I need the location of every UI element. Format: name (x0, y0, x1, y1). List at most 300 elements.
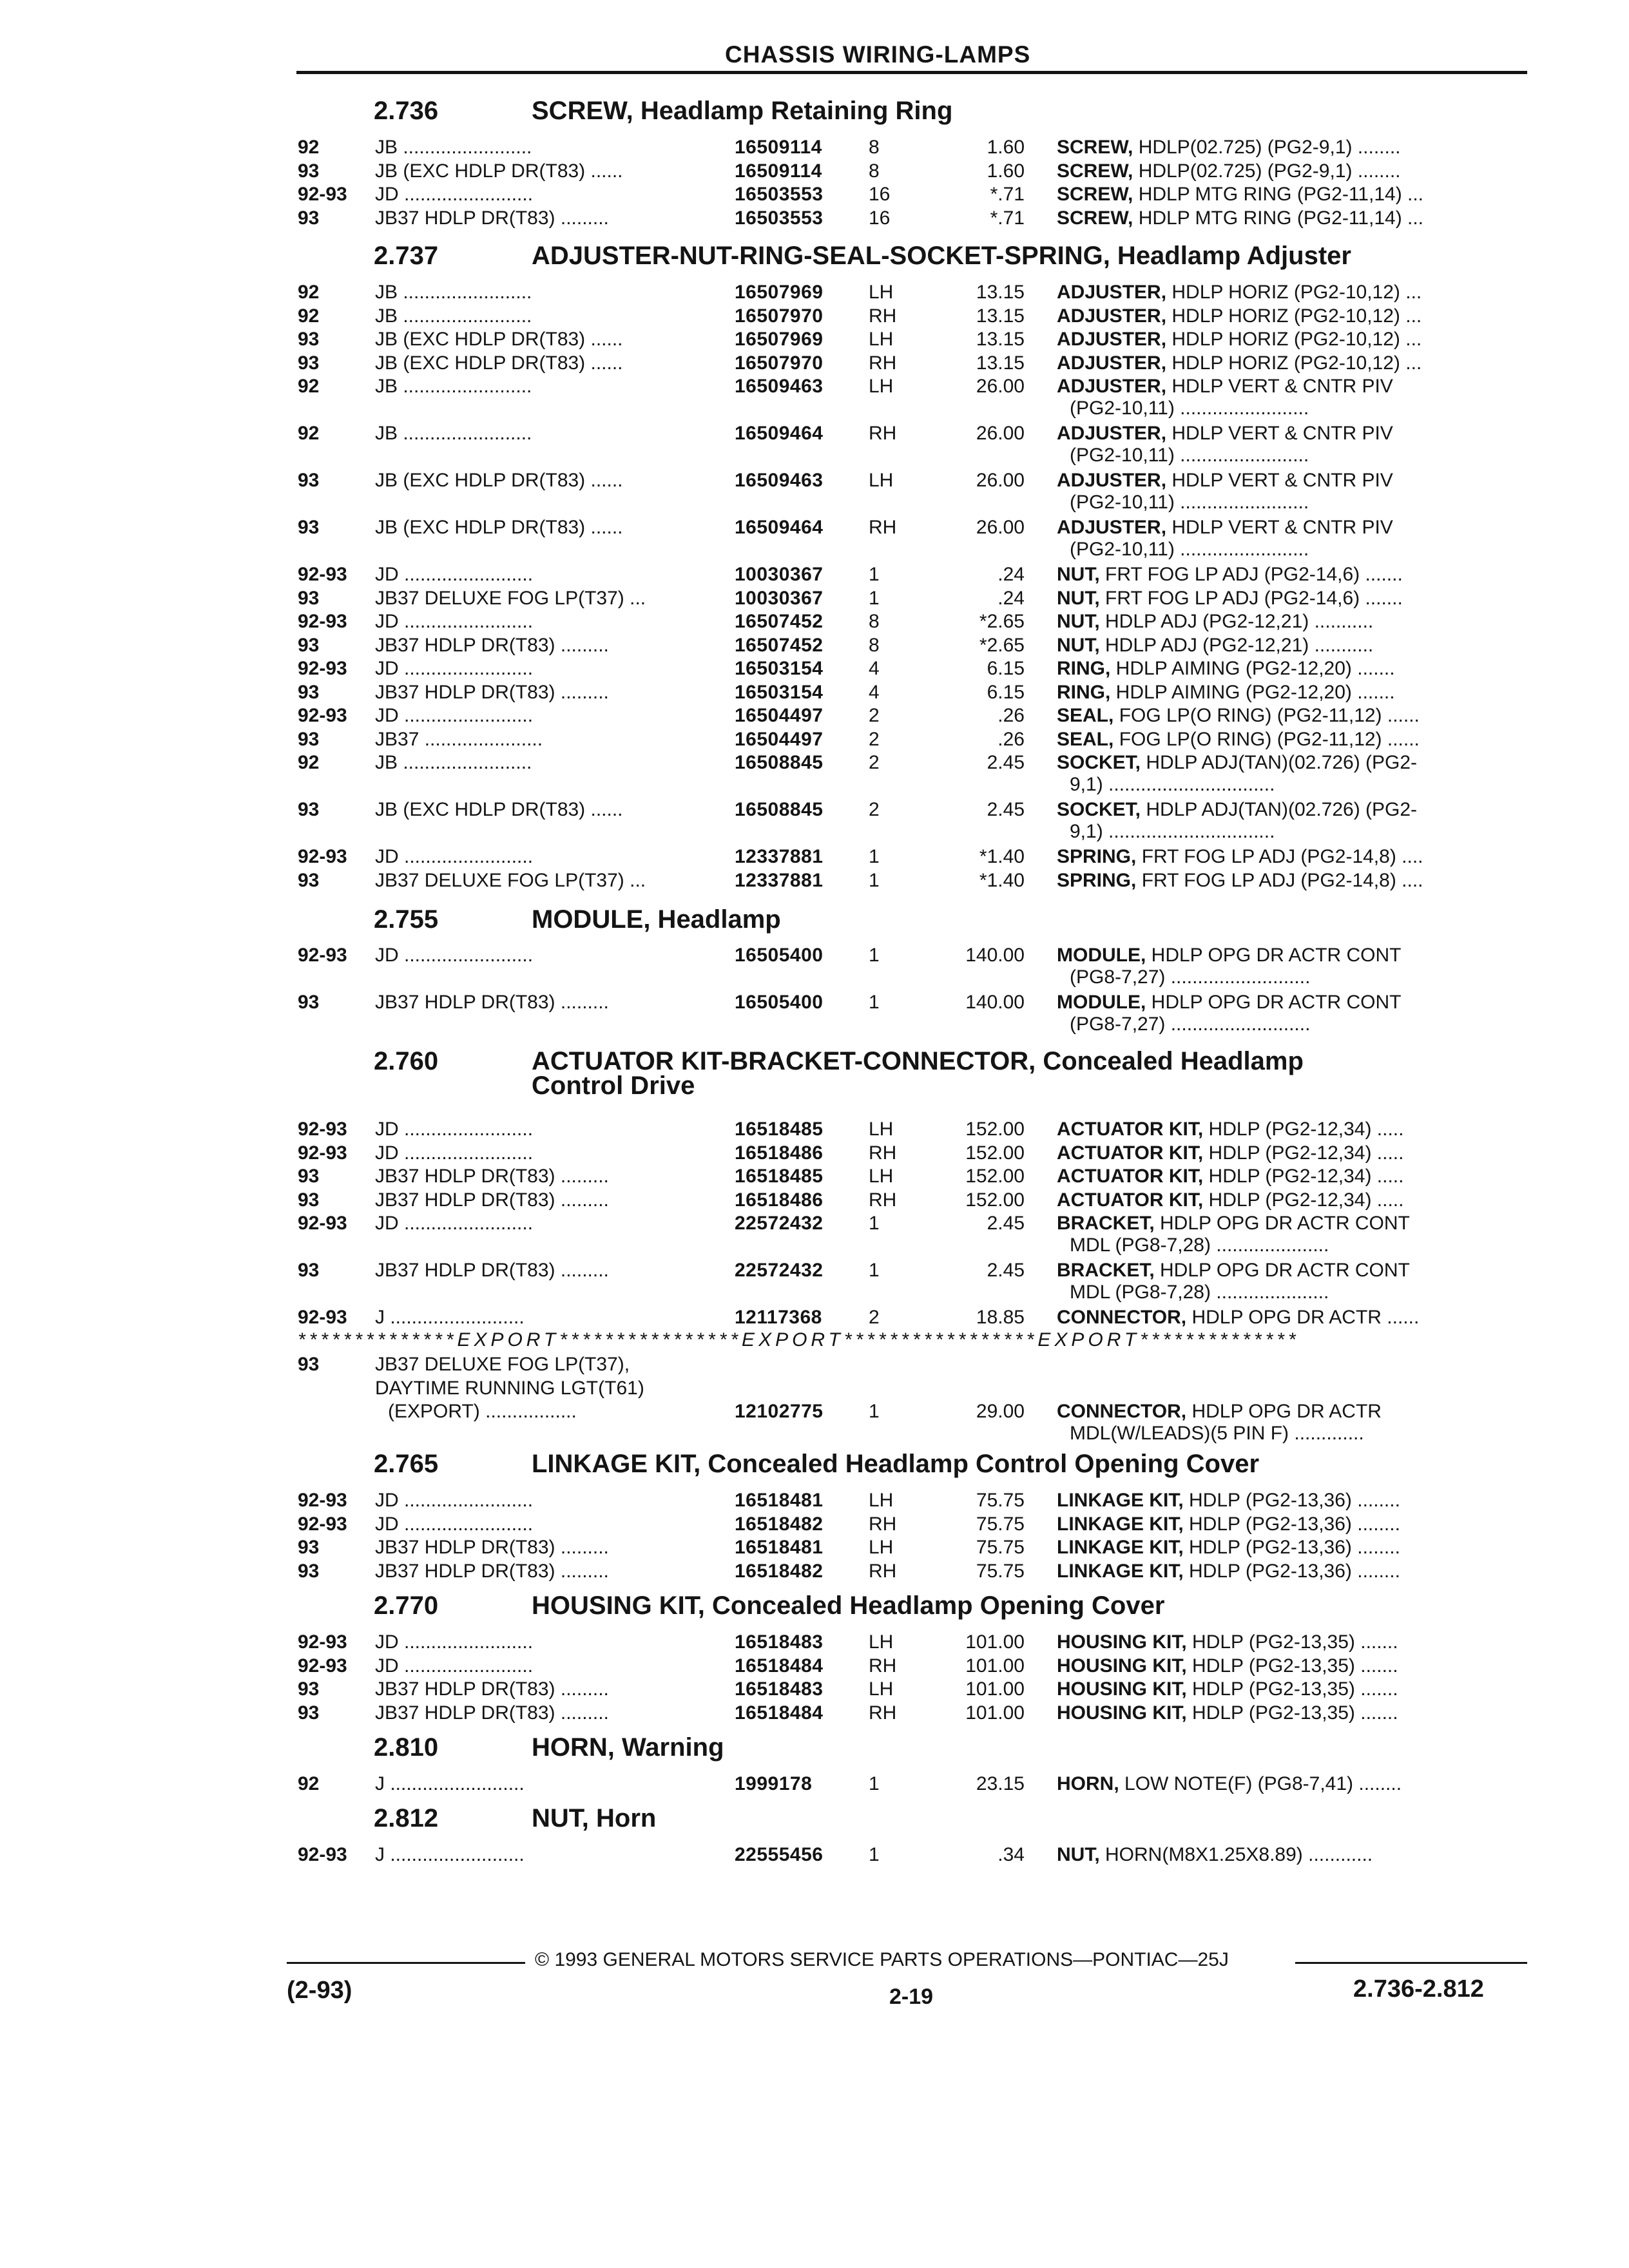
section-title (532, 242, 1351, 271)
part-description (1057, 635, 1373, 657)
part-description-bold: LINKAGE KIT, (1057, 1513, 1184, 1535)
part-number: 16507970 (735, 305, 824, 327)
part-description-rest: HDLP OPG DR ACTR CONT (1154, 1260, 1410, 1281)
model-code-cont: (EXPORT) ................. (388, 1401, 577, 1422)
part-description-rest: HDLP ADJ(TAN)(02.726) (PG2- (1141, 752, 1418, 773)
part-number: 16518485 (735, 1119, 824, 1140)
part-description-bold: NUT, (1057, 564, 1100, 585)
part-description-rest: HDLP AIMING (PG2-12,20) ....... (1110, 681, 1395, 703)
part-description-rest: HDLP (PG2-13,35) ....... (1186, 1678, 1398, 1700)
list-price: 152.00 (965, 1142, 1025, 1164)
quantity: RH (869, 352, 897, 374)
section-title-rest: Concealed Headlamp Opening Cover (704, 1591, 1165, 1620)
part-description-bold: SOCKET, (1057, 799, 1141, 820)
model-year: 92 (298, 1773, 320, 1794)
part-number: 16503154 (735, 681, 824, 703)
model-year: 92-93 (298, 1631, 347, 1653)
list-price: 23.15 (976, 1773, 1025, 1794)
model-code: JB37 HDLP DR(T83) ......... (375, 1560, 609, 1582)
part-description (1057, 376, 1393, 398)
section-title-rest: Headlamp (650, 905, 781, 934)
section-title-bold: HORN, (532, 1733, 615, 1762)
section-title-bold: MODULE, (532, 905, 651, 934)
quantity: LH (869, 1166, 894, 1187)
section-title (532, 1591, 1164, 1620)
part-description-bold: ADJUSTER, (1057, 305, 1167, 327)
model-code: JD ........................ (375, 1142, 534, 1164)
part-description-rest: HDLP (PG2-13,36) ........ (1183, 1537, 1400, 1558)
part-number: 16509464 (735, 423, 824, 444)
model-code: J ......................... (375, 1844, 525, 1865)
part-description (1057, 658, 1395, 680)
model-year: 93 (298, 1678, 320, 1700)
model-year: 93 (298, 869, 320, 891)
part-description-cont: (PG8-7,27) .......................... (1070, 1014, 1311, 1035)
part-description-bold: NUT, (1057, 634, 1100, 656)
quantity: LH (869, 282, 894, 303)
model-code: JB (EXC HDLP DR(T83) ...... (375, 352, 623, 374)
quantity: 8 (869, 634, 880, 656)
part-description (1057, 611, 1373, 633)
part-description (1057, 564, 1403, 586)
section-title (532, 1450, 1259, 1479)
part-description-cont: (PG2-10,11) ........................ (1070, 398, 1309, 419)
list-price: 6.15 (987, 681, 1025, 703)
quantity: 2 (869, 799, 880, 820)
part-description-bold: SCREW, (1057, 207, 1133, 229)
part-description-rest: HDLP VERT & CNTR PIV (1166, 423, 1393, 444)
part-number: 16518483 (735, 1631, 824, 1653)
model-code: JB37 HDLP DR(T83) ......... (375, 1189, 609, 1211)
quantity: 1 (869, 1773, 880, 1794)
section-title-bold: NUT, (532, 1804, 589, 1832)
section-title-rest: Headlamp Retaining Ring (633, 97, 953, 125)
part-description-cont: MDL (PG8-7,28) ..................... (1070, 1235, 1329, 1256)
part-number: 16504497 (735, 728, 824, 750)
part-number: 16509463 (735, 470, 824, 491)
part-description-rest: FRT FOG LP ADJ (PG2-14,6) ....... (1099, 564, 1403, 585)
part-description (1057, 282, 1422, 303)
quantity: 1 (869, 869, 880, 891)
part-description-cont: (PG8-7,27) .......................... (1070, 966, 1311, 988)
part-description-rest: HDLP (PG2-13,35) ....... (1186, 1655, 1398, 1677)
part-description (1057, 1213, 1410, 1235)
model-code: JB ........................ (375, 423, 532, 444)
list-price: 18.85 (976, 1307, 1025, 1328)
quantity: 1 (869, 1844, 880, 1865)
section-title (532, 1733, 724, 1762)
model-year: 92-93 (298, 846, 347, 867)
section-title-rest: Concealed Headlamp Control Opening Cover (700, 1450, 1260, 1478)
section-title-bold: SCREW, (532, 97, 633, 125)
part-description-rest: HDLP (PG2-13,36) ........ (1183, 1490, 1400, 1511)
part-number: 16508845 (735, 752, 824, 773)
part-description-rest: HDLP ADJ (PG2-12,21) ........... (1099, 634, 1374, 656)
section-title-rest: Headlamp Adjuster (1110, 242, 1351, 270)
part-description (1057, 1702, 1398, 1724)
part-description (1057, 992, 1402, 1014)
model-year: 92-93 (298, 1513, 347, 1535)
part-description-bold: ADJUSTER, (1057, 329, 1167, 350)
model-code: JB37 HDLP DR(T83) ......... (375, 207, 609, 229)
quantity: 2 (869, 1307, 880, 1328)
part-description-cont: 9,1) ............................... (1070, 774, 1275, 795)
part-number: 12337881 (735, 846, 824, 867)
quantity: RH (869, 1189, 897, 1211)
model-code: JD ........................ (375, 705, 534, 726)
quantity: 1 (869, 992, 880, 1013)
list-price: 152.00 (965, 1119, 1025, 1140)
list-price: 26.00 (976, 423, 1025, 444)
part-description-rest: FRT FOG LP ADJ (PG2-14,8) .... (1136, 846, 1423, 867)
section-number: 2.812 (374, 1804, 439, 1832)
section-title-bold: ADJUSTER-NUT-RING-SEAL-SOCKET-SPRING, (532, 242, 1110, 270)
part-description-bold: SCREW, (1057, 137, 1133, 158)
part-description-rest: HDLP HORIZ (PG2-10,12) ... (1166, 329, 1422, 350)
model-year: 92-93 (298, 945, 347, 966)
part-description (1057, 799, 1417, 821)
part-description (1057, 1189, 1403, 1211)
part-number: 22572432 (735, 1260, 824, 1281)
model-year: 93 (298, 728, 320, 750)
model-code: JB (EXC HDLP DR(T83) ...... (375, 160, 623, 182)
part-description-rest: HDLP (PG2-13,36) ........ (1183, 1513, 1400, 1535)
model-year: 93 (298, 352, 320, 374)
section-title (532, 905, 781, 934)
model-code: JD ........................ (375, 1490, 534, 1511)
part-description-rest: FOG LP(O RING) (PG2-11,12) ...... (1113, 728, 1420, 750)
list-price: 2.45 (987, 752, 1025, 773)
part-description-rest: HDLP HORIZ (PG2-10,12) ... (1166, 305, 1422, 327)
model-code-cont: DAYTIME RUNNING LGT(T61) (375, 1377, 644, 1399)
part-description (1057, 1401, 1382, 1423)
part-number: 12102775 (735, 1401, 824, 1422)
list-price: 75.75 (976, 1560, 1025, 1582)
part-description-rest: HDLP (PG2-13,35) ....... (1186, 1702, 1398, 1724)
model-year: 93 (298, 1560, 320, 1582)
model-year: 92 (298, 423, 320, 444)
model-year: 93 (298, 1189, 320, 1211)
part-number: 22555456 (735, 1844, 824, 1865)
quantity: LH (869, 470, 894, 491)
part-number: 16518486 (735, 1142, 824, 1164)
part-number: 16503154 (735, 658, 824, 679)
part-description-rest: HDLP HORIZ (PG2-10,12) ... (1166, 282, 1422, 303)
model-year: 93 (298, 517, 320, 538)
quantity: 1 (869, 1213, 880, 1234)
model-year: 92 (298, 752, 320, 773)
part-description (1057, 160, 1401, 182)
model-year: 92-93 (298, 1655, 347, 1677)
model-year: 92 (298, 282, 320, 303)
section-number: 2.736 (374, 97, 439, 125)
part-description-rest: HDLP AIMING (PG2-12,20) ....... (1110, 658, 1395, 679)
part-description-bold: LINKAGE KIT, (1057, 1560, 1184, 1582)
list-price: *1.40 (979, 869, 1025, 891)
model-year: 92-93 (298, 658, 347, 679)
part-description-bold: SCREW, (1057, 184, 1133, 205)
part-description-bold: HOUSING KIT, (1057, 1702, 1187, 1724)
section-number: 2.765 (374, 1450, 439, 1478)
model-code: J ......................... (375, 1307, 525, 1328)
model-year: 92-93 (298, 1213, 347, 1234)
quantity: RH (869, 1560, 897, 1582)
part-description-bold: CONNECTOR, (1057, 1401, 1187, 1422)
list-price: *.71 (990, 184, 1025, 205)
part-number: 16505400 (735, 992, 824, 1013)
quantity: LH (869, 1537, 894, 1558)
part-description-bold: NUT, (1057, 587, 1100, 609)
part-description-rest: HDLP (PG2-12,34) ..... (1203, 1142, 1404, 1164)
part-description (1057, 1678, 1398, 1700)
part-number: 16518482 (735, 1513, 824, 1535)
part-description-bold: SEAL, (1057, 705, 1114, 726)
model-year: 93 (298, 681, 320, 703)
model-code: JD ........................ (375, 1655, 534, 1677)
list-price: 152.00 (965, 1189, 1025, 1211)
quantity: 1 (869, 564, 880, 585)
part-description-bold: ADJUSTER, (1057, 282, 1167, 303)
part-description-rest: FRT FOG LP ADJ (PG2-14,8) .... (1136, 869, 1423, 891)
list-price: 13.15 (976, 329, 1025, 350)
part-description-rest: HDLP OPG DR ACTR CONT (1146, 992, 1402, 1013)
quantity: LH (869, 1631, 894, 1653)
part-description-cont: MDL (PG8-7,28) ..................... (1070, 1282, 1329, 1303)
part-description-rest: LOW NOTE(F) (PG8-7,41) ........ (1119, 1773, 1402, 1794)
part-description (1057, 470, 1393, 492)
list-price: 13.15 (976, 305, 1025, 327)
model-year: 93 (298, 329, 320, 350)
part-description (1057, 1514, 1400, 1535)
part-description-rest: HDLP (PG2-13,36) ........ (1183, 1560, 1400, 1582)
quantity: 16 (869, 207, 891, 229)
model-code: JD ........................ (375, 1513, 534, 1535)
list-price: 6.15 (987, 658, 1025, 679)
part-description-rest: HDLP OPG DR ACTR CONT (1146, 945, 1402, 966)
model-code: JB (EXC HDLP DR(T83) ...... (375, 517, 623, 538)
part-description (1057, 352, 1422, 374)
part-description-rest: HDLP OPG DR ACTR (1186, 1401, 1382, 1422)
quantity: LH (869, 376, 894, 397)
model-year: 92-93 (298, 1490, 347, 1511)
list-price: 101.00 (965, 1631, 1025, 1653)
part-number: 1999178 (735, 1773, 813, 1794)
part-description-rest: HDLP OPG DR ACTR ...... (1186, 1307, 1420, 1328)
model-code: JB37 HDLP DR(T83) ......... (375, 681, 609, 703)
part-number: 16509463 (735, 376, 824, 397)
quantity: 1 (869, 587, 880, 609)
part-number: 16509464 (735, 517, 824, 538)
list-price: *2.65 (979, 611, 1025, 632)
part-description-bold: LINKAGE KIT, (1057, 1537, 1184, 1558)
part-description (1057, 846, 1423, 868)
list-price: 1.60 (987, 160, 1025, 182)
part-description (1057, 1631, 1398, 1653)
part-description (1057, 945, 1402, 966)
model-code: JD ........................ (375, 184, 534, 205)
part-number: 16518486 (735, 1189, 824, 1211)
part-description-bold: ACTUATOR KIT, (1057, 1166, 1204, 1187)
model-year: 93 (298, 1354, 320, 1375)
list-price: *1.40 (979, 846, 1025, 867)
list-price: 140.00 (965, 945, 1025, 966)
model-year: 92-93 (298, 611, 347, 632)
list-price: 1.60 (987, 137, 1025, 158)
section-number: 2.760 (374, 1047, 439, 1075)
part-description (1057, 423, 1393, 445)
model-year: 93 (298, 1702, 320, 1724)
quantity: 1 (869, 1401, 880, 1422)
quantity: 8 (869, 160, 880, 182)
part-description-bold: SOCKET, (1057, 752, 1141, 773)
part-description-cont: (PG2-10,11) ........................ (1070, 539, 1309, 560)
section-title-bold: ACTUATOR KIT-BRACKET-CONNECTOR, (532, 1047, 1036, 1075)
model-year: 92-93 (298, 1307, 347, 1328)
model-code: JB37 HDLP DR(T83) ......... (375, 634, 609, 656)
quantity: LH (869, 1490, 894, 1511)
model-code: JB (EXC HDLP DR(T83) ...... (375, 470, 623, 491)
list-price: 140.00 (965, 992, 1025, 1013)
list-price: 26.00 (976, 470, 1025, 491)
footer-copyright: © 1993 GENERAL MOTORS SERVICE PARTS OPERATIONS—PONTIAC—25J (535, 1949, 1229, 1970)
model-year: 93 (298, 1537, 320, 1558)
part-number: 16518485 (735, 1166, 824, 1187)
list-price: 26.00 (976, 517, 1025, 538)
part-description-rest: HDLP VERT & CNTR PIV (1166, 376, 1393, 397)
model-year: 93 (298, 1166, 320, 1187)
quantity: RH (869, 1702, 897, 1724)
footer-section-range: 2.736-2.812 (1353, 1975, 1484, 2003)
part-description-bold: ACTUATOR KIT, (1057, 1119, 1204, 1140)
model-year: 92-93 (298, 705, 347, 726)
part-description-bold: BRACKET, (1057, 1213, 1155, 1234)
list-price: .24 (998, 587, 1025, 609)
model-code: JB (EXC HDLP DR(T83) ...... (375, 799, 623, 820)
part-number: 16518483 (735, 1678, 824, 1700)
model-year: 93 (298, 634, 320, 656)
part-number: 16509114 (735, 160, 822, 182)
part-number: 16503553 (735, 207, 824, 229)
part-description (1057, 870, 1423, 892)
quantity: 1 (869, 1260, 880, 1281)
part-description-bold: NUT, (1057, 611, 1100, 632)
part-description (1057, 1537, 1400, 1559)
quantity: RH (869, 1655, 897, 1677)
quantity: 8 (869, 137, 880, 158)
part-description-rest: HDLP HORIZ (PG2-10,12) ... (1166, 352, 1422, 374)
part-description-rest: HDLP(02.725) (PG2-9,1) ........ (1133, 137, 1401, 158)
list-price: 13.15 (976, 352, 1025, 374)
model-year: 93 (298, 160, 320, 182)
model-code: JD ........................ (375, 1631, 534, 1653)
model-code: JB37 HDLP DR(T83) ......... (375, 1166, 609, 1187)
part-description (1057, 1307, 1419, 1329)
part-description-rest: HDLP ADJ(TAN)(02.726) (PG2- (1141, 799, 1418, 820)
part-description-cont: (PG2-10,11) ........................ (1070, 492, 1309, 513)
part-number: 16518482 (735, 1560, 824, 1582)
quantity: 4 (869, 658, 880, 679)
part-description-bold: MODULE, (1057, 945, 1146, 966)
part-description-rest: FOG LP(O RING) (PG2-11,12) ...... (1113, 705, 1420, 726)
model-year: 92-93 (298, 1142, 347, 1164)
section-title-rest: Concealed Headlamp (1036, 1047, 1304, 1075)
model-year: 92-93 (298, 1844, 347, 1865)
model-code: JD ........................ (375, 945, 534, 966)
footer-date-code: (2-93) (287, 1977, 352, 2004)
part-number: 16507452 (735, 634, 824, 656)
quantity: LH (869, 1119, 894, 1140)
part-description-rest: HDLP OPG DR ACTR CONT (1154, 1213, 1410, 1234)
header-rule (296, 71, 1527, 74)
part-description (1057, 1142, 1403, 1164)
part-description-rest: HDLP ADJ (PG2-12,21) ........... (1099, 611, 1374, 632)
model-code: JB37 HDLP DR(T83) ......... (375, 1702, 609, 1724)
list-price: 75.75 (976, 1537, 1025, 1558)
part-description-rest: HORN(M8X1.25X8.89) ............ (1099, 1844, 1373, 1865)
list-price: 2.45 (987, 799, 1025, 820)
list-price: .26 (998, 705, 1025, 726)
part-number: 10030367 (735, 587, 824, 609)
model-code: JD ........................ (375, 846, 534, 867)
model-code: JB ........................ (375, 752, 532, 773)
model-year: 92 (298, 305, 320, 327)
model-year: 92-93 (298, 184, 347, 205)
section-title (532, 1804, 656, 1833)
quantity: 1 (869, 846, 880, 867)
quantity: RH (869, 423, 897, 444)
part-description (1057, 207, 1423, 229)
part-description-bold: SPRING, (1057, 869, 1137, 891)
part-description (1057, 184, 1423, 206)
part-description-rest: HDLP MTG RING (PG2-11,14) ... (1133, 207, 1424, 229)
part-description-rest: HDLP MTG RING (PG2-11,14) ... (1133, 184, 1424, 205)
part-description-bold: RING, (1057, 681, 1111, 703)
part-number: 16504497 (735, 705, 824, 726)
list-price: 75.75 (976, 1513, 1025, 1535)
model-code: JB ........................ (375, 305, 532, 327)
model-code: JB ........................ (375, 376, 532, 397)
model-year: 93 (298, 587, 320, 609)
model-code: JD ........................ (375, 611, 534, 632)
part-description (1057, 1773, 1402, 1795)
model-code: JD ........................ (375, 658, 534, 679)
model-code: JB37 ...................... (375, 728, 543, 750)
quantity: 16 (869, 184, 891, 205)
part-description-bold: ADJUSTER, (1057, 517, 1167, 538)
part-description (1057, 705, 1420, 727)
part-number: 12117368 (735, 1307, 822, 1328)
part-number: 10030367 (735, 564, 824, 585)
model-code: JB37 HDLP DR(T83) ......... (375, 992, 609, 1013)
part-number: 16509114 (735, 137, 822, 158)
list-price: 101.00 (965, 1702, 1025, 1724)
part-number: 16508845 (735, 799, 824, 820)
part-number: 16507969 (735, 329, 824, 350)
model-code: JD ........................ (375, 1213, 534, 1234)
section-number: 2.737 (374, 242, 439, 270)
part-description (1057, 1260, 1410, 1282)
part-number: 16518484 (735, 1655, 824, 1677)
page-title: CHASSIS WIRING-LAMPS (725, 41, 1031, 68)
list-price: 26.00 (976, 376, 1025, 397)
list-price: 2.45 (987, 1260, 1025, 1281)
quantity: RH (869, 305, 897, 327)
part-description-rest: HDLP (PG2-13,35) ....... (1186, 1631, 1398, 1653)
list-price: 152.00 (965, 1166, 1025, 1187)
list-price: 13.15 (976, 282, 1025, 303)
part-description (1057, 1561, 1400, 1582)
part-description-cont: MDL(W/LEADS)(5 PIN F) ............. (1070, 1423, 1364, 1444)
